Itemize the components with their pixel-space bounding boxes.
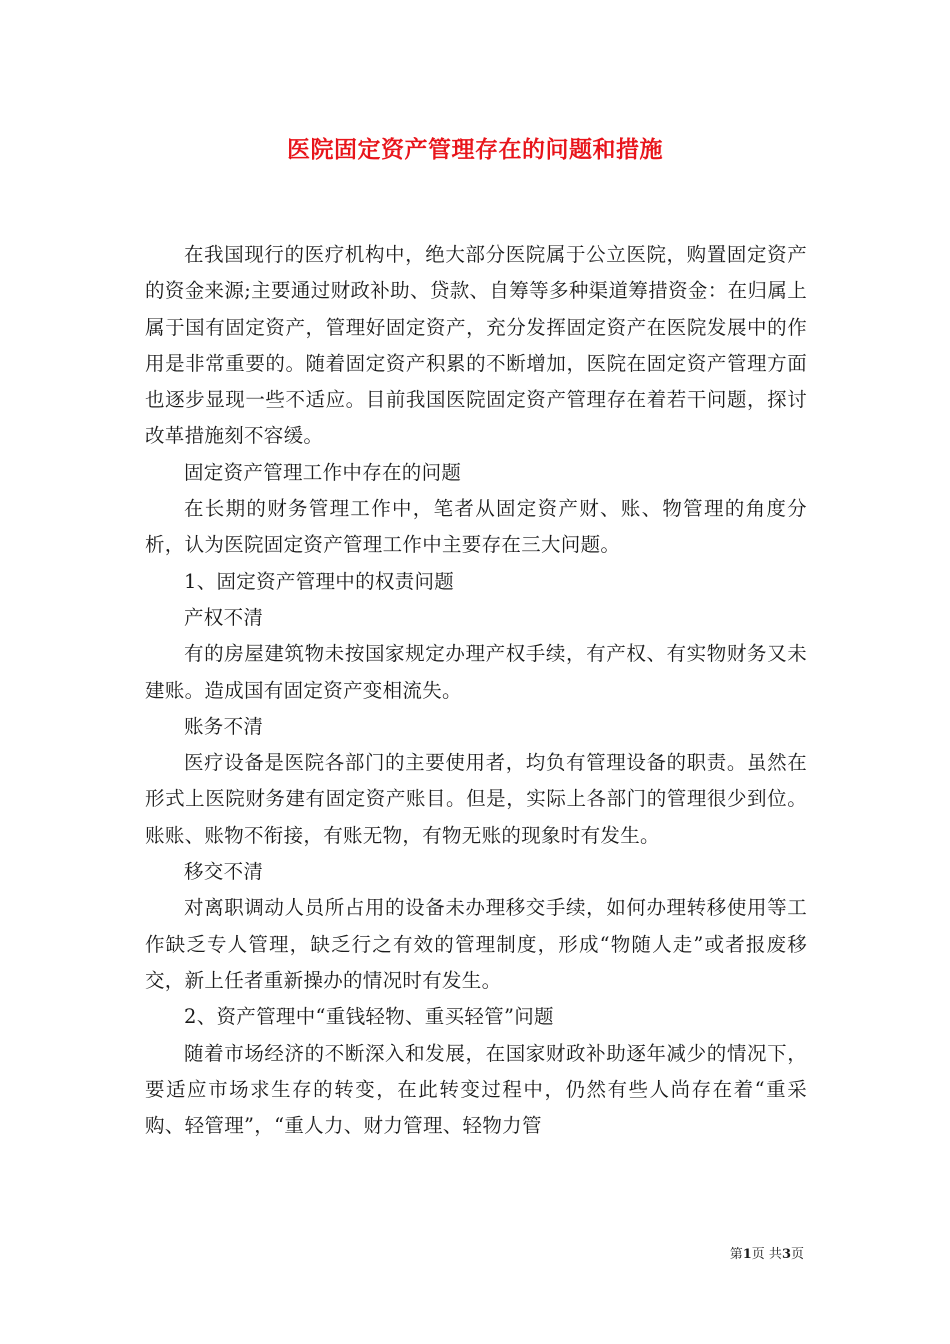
paragraph-accounts: 医疗设备是医院各部门的主要使用者，均负有管理设备的职责。虽然在形式上医院财务建有固定资产账目。但是，实际上各部门的管理很少到位。账账、账物不衔接，有账无物，有物无账的现象时有发生。	[145, 751, 807, 847]
footer-current-page: 1	[742, 1247, 752, 1262]
paragraph-property-rights: 有的房屋建筑物未按国家规定办理产权手续，有产权、有实物财务又未建账。造成国有固定资产变相流失。	[145, 642, 807, 702]
footer-prefix: 第	[729, 1247, 743, 1262]
page-footer	[730, 1246, 804, 1264]
subheading-rights-responsibilities: 1、固定资产管理中的权责问题	[184, 569, 455, 593]
subheading-handover: 移交不清	[184, 860, 264, 884]
document-body	[145, 237, 807, 1144]
footer-suffix: 页	[790, 1247, 804, 1262]
paragraph-problems-overview: 在长期的财务管理工作中，笔者从固定资产财、账、物管理的角度分析，认为医院固定资产管理工作中主要存在三大问题。	[145, 497, 807, 557]
paragraph-intro: 在我国现行的医疗机构中，绝大部分医院属于公立医院，购置固定资产的资金来源;主要通过财政补助、贷款、自筹等多种渠道筹措资金：在归属上属于国有固定资产，管理好固定资产，充分发挥固定资产在医院发展中的作用是非常重要的。随着固定资产积累的不断增加，医院在固定资产管理方面也逐步显现一些不适应。目前我国医院固定资产管理存在着若干问题，探讨改革措施刻不容缓。	[145, 243, 807, 448]
footer-middle: 页 共	[751, 1247, 782, 1262]
subheading-accounts: 账务不清	[184, 714, 264, 738]
paragraph-handover: 对离职调动人员所占用的设备未办理移交手续，如何办理转移使用等工作缺乏专人管理，缺乏行之有效的管理制度，形成“物随人走”或者报废移交，新上任者重新操办的情况时有发生。	[145, 896, 807, 992]
subheading-money-over-goods: 2、资产管理中“重钱轻物、重买轻管”问题	[184, 1005, 554, 1029]
subheading-property-rights: 产权不清	[184, 605, 264, 629]
paragraph-money-over-goods: 随着市场经济的不断深入和发展，在国家财政补助逐年减少的情况下，要适应市场求生存的转变，在此转变过程中，仍然有些人尚存在着“重采购、轻管理”，“重人力、财力管理、轻物力管	[145, 1041, 807, 1138]
section-heading-problems: 固定资产管理工作中存在的问题	[184, 460, 462, 484]
footer-total-pages: 3	[781, 1247, 791, 1262]
document-title: 医院固定资产管理存在的问题和措施	[287, 136, 663, 163]
